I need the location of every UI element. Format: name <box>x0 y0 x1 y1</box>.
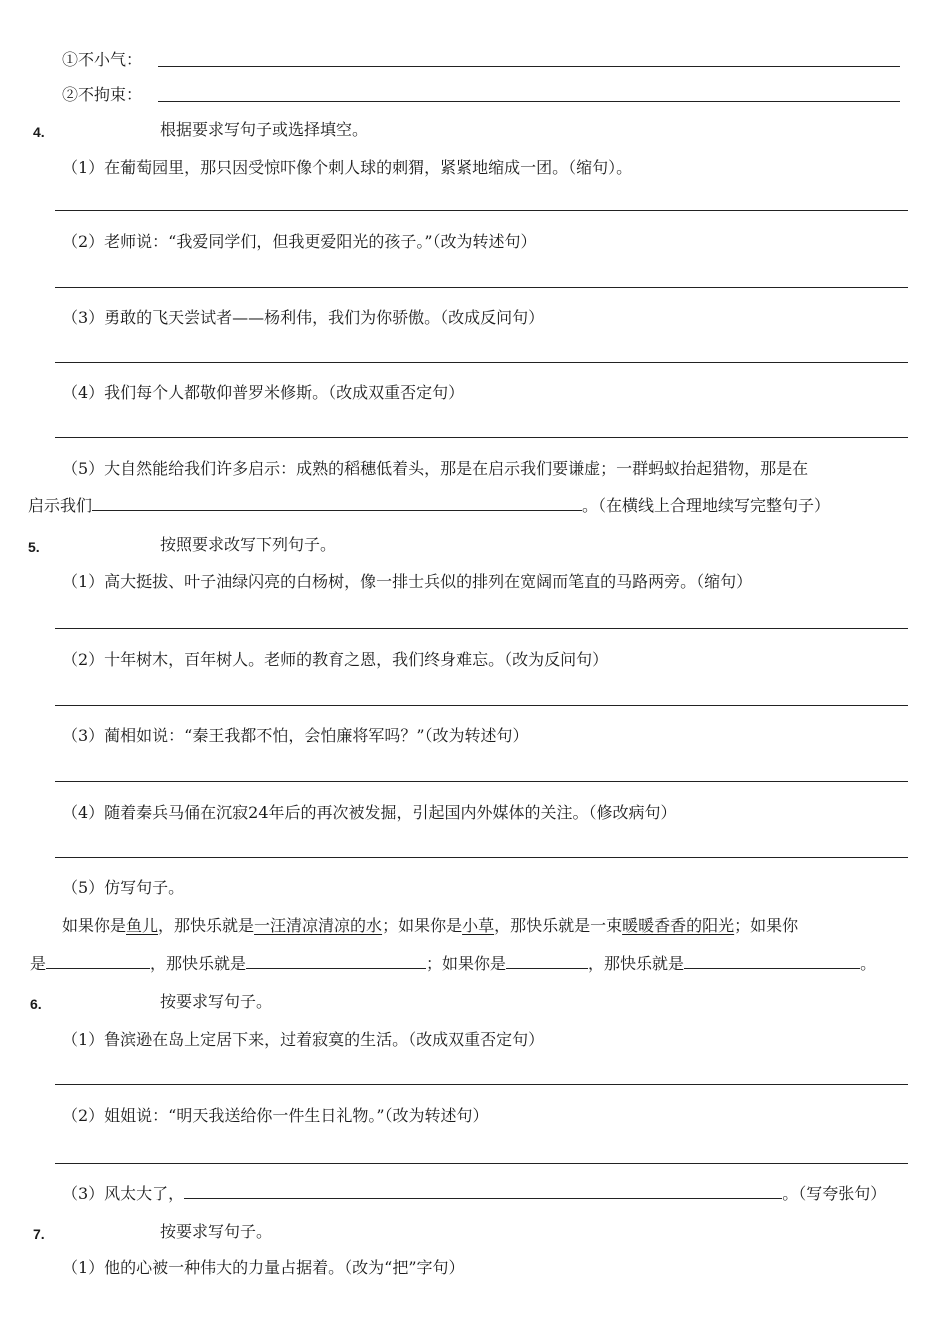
fill-text-4: ，那快乐就是 <box>588 954 685 973</box>
q4-sentence-5-line1: （5）大自然能给我们许多启示：成熟的稻穗低着头，那是在启示我们要谦虚；一群蚂蚁抬起猎物，那是在 <box>62 459 809 478</box>
fill-text-3: ；如果你是 <box>426 954 507 973</box>
fill-blank-q5-d[interactable] <box>684 954 860 969</box>
question-6-number: 6. <box>30 996 42 1012</box>
example-underlined-1: 鱼儿 <box>126 916 159 935</box>
q5-sentence-4: （4）随着秦兵马俑在沉寂24年后的再次被发掘，引起国内外媒体的关注。（修改病句） <box>62 803 677 822</box>
q4-sentence-2: （2）老师说：“我爱同学们，但我更爱阳光的孩子。”（改为转述句） <box>62 232 537 251</box>
answer-line-q4-4[interactable] <box>55 437 908 438</box>
question-4-instruction: 根据要求写句子或选择填空。 <box>160 120 369 139</box>
fill-blank-q5-c[interactable] <box>506 954 588 969</box>
question-7-number: 7. <box>33 1226 45 1242</box>
q6-sentence-3 <box>62 1184 886 1204</box>
item-not-restrained: ②不拘束： <box>62 85 143 104</box>
answer-line-q5-4[interactable] <box>55 857 908 858</box>
question-7-instruction: 按要求写句子。 <box>160 1222 273 1241</box>
question-4-number: 4. <box>33 124 45 140</box>
item-not-stingy: ①不小气： <box>62 50 143 69</box>
question-6-instruction: 按要求写句子。 <box>160 992 273 1011</box>
answer-line-q5-3[interactable] <box>55 781 908 782</box>
fill-text-1: 是 <box>30 954 47 973</box>
q6-sentence-2: （2）姐姐说：“明天我送给你一件生日礼物。”（改为转述句） <box>62 1106 489 1125</box>
example-underlined-2: 一汪清凉清凉的水 <box>254 916 383 935</box>
answer-line-item1[interactable] <box>158 66 900 67</box>
example-underlined-3: 小草 <box>462 916 495 935</box>
q4-s5-prefix: 启示我们 <box>28 496 93 515</box>
example-text-3: ；如果你是 <box>382 916 463 935</box>
q5-sentence-3: （3）蔺相如说：“秦王我都不怕，会怕廉将军吗？”（改为转述句） <box>62 726 529 745</box>
q4-sentence-3: （3）勇敢的飞天尝试者——杨利伟，我们为你骄傲。（改成反问句） <box>62 308 545 327</box>
fill-text-2: ，那快乐就是 <box>150 954 247 973</box>
q4-s5-suffix: 。（在横线上合理地续写完整句子） <box>582 496 831 515</box>
question-5-number: 5. <box>28 539 40 555</box>
q5-fill-sentence <box>30 954 876 974</box>
answer-line-q5-2[interactable] <box>55 705 908 706</box>
q6-sentence-1: （1）鲁滨逊在岛上定居下来，过着寂寞的生活。（改成双重否定句） <box>62 1030 545 1049</box>
answer-line-item2[interactable] <box>158 101 900 102</box>
fill-blank-q5-a[interactable] <box>46 954 150 969</box>
fill-blank-q6-3[interactable] <box>184 1184 782 1199</box>
q4-sentence-5-line2 <box>28 496 830 516</box>
example-text-2: ，那快乐就是 <box>158 916 255 935</box>
answer-line-q4-3[interactable] <box>55 362 908 363</box>
answer-line-q4-2[interactable] <box>55 287 908 288</box>
answer-line-q6-2[interactable] <box>55 1163 908 1164</box>
example-underlined-4: 暖暖香香的阳光 <box>622 916 735 935</box>
answer-line-q4-1[interactable] <box>55 210 908 211</box>
q4-sentence-1: （1）在葡萄园里，那只因受惊吓像个刺人球的刺猬，紧紧地缩成一团。（缩句）。 <box>62 158 633 177</box>
q4-sentence-4: （4）我们每个人都敬仰普罗米修斯。（改成双重否定句） <box>62 383 465 402</box>
example-text-4: ，那快乐就是一束 <box>494 916 623 935</box>
fill-blank-q5-b[interactable] <box>246 954 426 969</box>
q7-sentence-1: （1）他的心被一种伟大的力量占据着。（改为“把”字句） <box>62 1258 465 1277</box>
example-text-5: ；如果你 <box>734 916 799 935</box>
fill-text-5: 。 <box>860 954 877 973</box>
answer-line-q5-1[interactable] <box>55 628 908 629</box>
fill-blank-q4-5[interactable] <box>92 496 582 511</box>
q6-s3-suffix: 。（写夸张句） <box>782 1184 887 1203</box>
q5-sentence-1: （1）高大挺拔、叶子油绿闪亮的白杨树，像一排士兵似的排列在宽阔而笔直的马路两旁。（缩句） <box>62 572 753 591</box>
example-text-1: 如果你是 <box>62 916 127 935</box>
q5-example-sentence <box>62 916 798 936</box>
q5-sentence-5: （5）仿写句子。 <box>62 878 185 897</box>
q5-sentence-2: （2）十年树木，百年树人。老师的教育之恩，我们终身难忘。（改为反问句） <box>62 650 609 669</box>
q6-s3-prefix: （3）风太大了， <box>62 1184 185 1203</box>
question-5-instruction: 按照要求改写下列句子。 <box>160 535 337 554</box>
answer-line-q6-1[interactable] <box>55 1084 908 1085</box>
